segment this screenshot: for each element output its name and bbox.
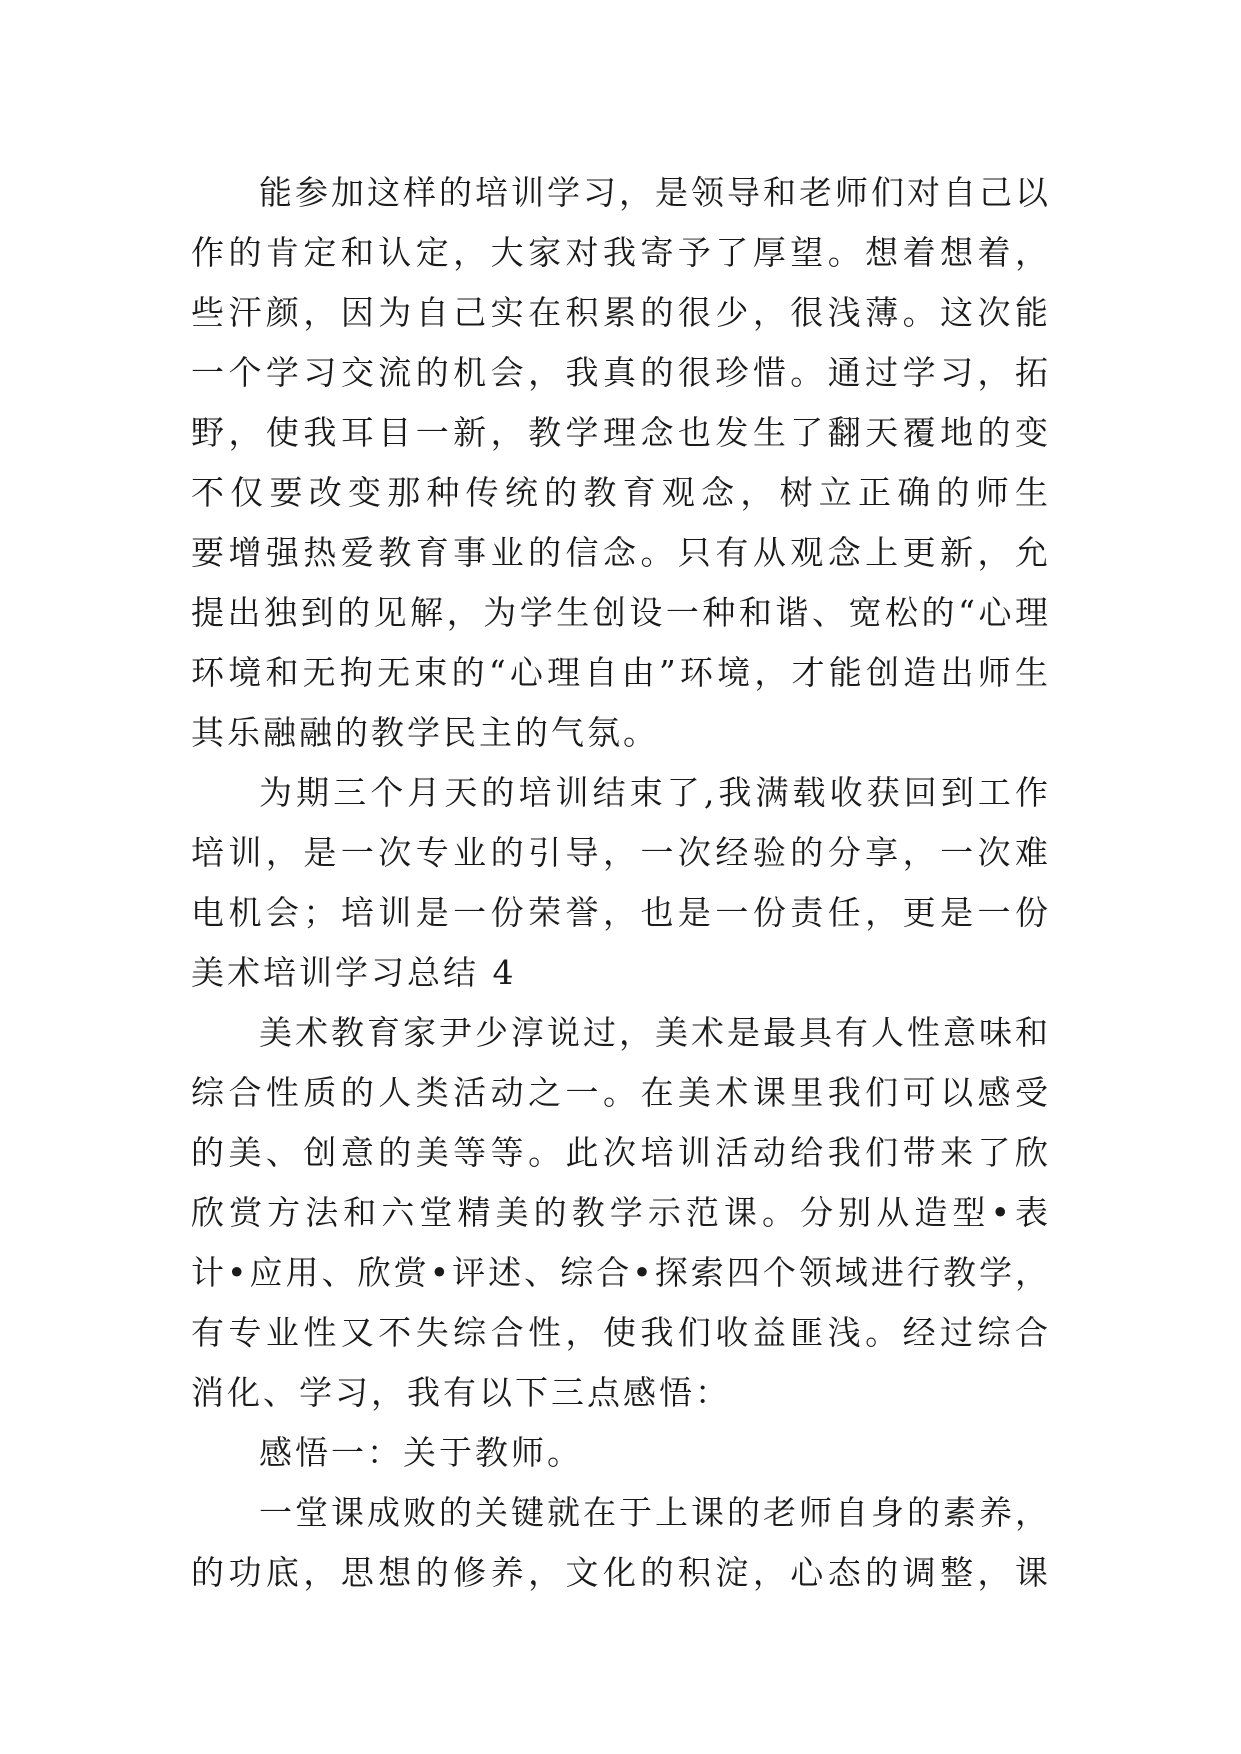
text-line: 一堂课成败的关键就在于上课的老师自身的素养， (259, 1493, 1051, 1532)
text-line: 欣赏方法和六堂精美的教学示范课。分别从造型•表 (191, 1193, 1051, 1232)
text-line: 的美、创意的美等等。此次培训活动给我们带来了欣 (191, 1133, 1051, 1172)
text-line: 环境和无拘无束的“心理自由”环境，才能创造出师生 (191, 653, 1051, 692)
text-line: 综合性质的人类活动之一。在美术课里我们可以感受 (191, 1073, 1051, 1112)
text-line: 美术教育家尹少淳说过，美术是最具有人性意味和 (259, 1013, 1051, 1052)
text-line: 的功底，思想的修养，文化的积淀，心态的调整，课 (191, 1553, 1051, 1592)
text-line: 野，使我耳目一新，教学理念也发生了翻天覆地的变 (191, 413, 1051, 452)
text-line: 有专业性又不失综合性，使我们收益匪浅。经过综合 (191, 1313, 1051, 1352)
text-line: 作的肯定和认定，大家对我寄予了厚望。想着想着， (191, 233, 1051, 272)
text-line: 不仅要改变那种传统的教育观念，树立正确的师生 (191, 473, 1051, 512)
text-line: 计•应用、欣赏•评述、综合•探索四个领域进行教学， (191, 1253, 1051, 1292)
text-line: 感悟一：关于教师。 (259, 1433, 583, 1472)
text-line: 为期三个月天的培训结束了,我满载收获回到工作 (259, 773, 1051, 812)
text-line: 电机会；培训是一份荣誉，也是一份责任，更是一份 (191, 893, 1051, 932)
text-line: 能参加这样的培训学习，是领导和老师们对自己以 (259, 173, 1051, 212)
text-line: 美术培训学习总结 4 (191, 953, 517, 992)
text-line: 要增强热爱教育事业的信念。只有从观念上更新，允 (191, 533, 1051, 572)
body-text (191, 163, 1051, 1603)
text-line: 消化、学习，我有以下三点感悟： (191, 1373, 731, 1412)
text-line: 提出独到的见解，为学生创设一种和谐、宽松的“心理 (191, 593, 1051, 632)
text-line: 些汗颜，因为自己实在积累的很少，很浅薄。这次能 (191, 293, 1051, 332)
text-line: 培训，是一次专业的引导，一次经验的分享，一次难 (191, 833, 1051, 872)
text-line: 一个学习交流的机会，我真的很珍惜。通过学习，拓 (191, 353, 1051, 392)
text-line: 其乐融融的教学民主的气氛。 (191, 713, 659, 752)
